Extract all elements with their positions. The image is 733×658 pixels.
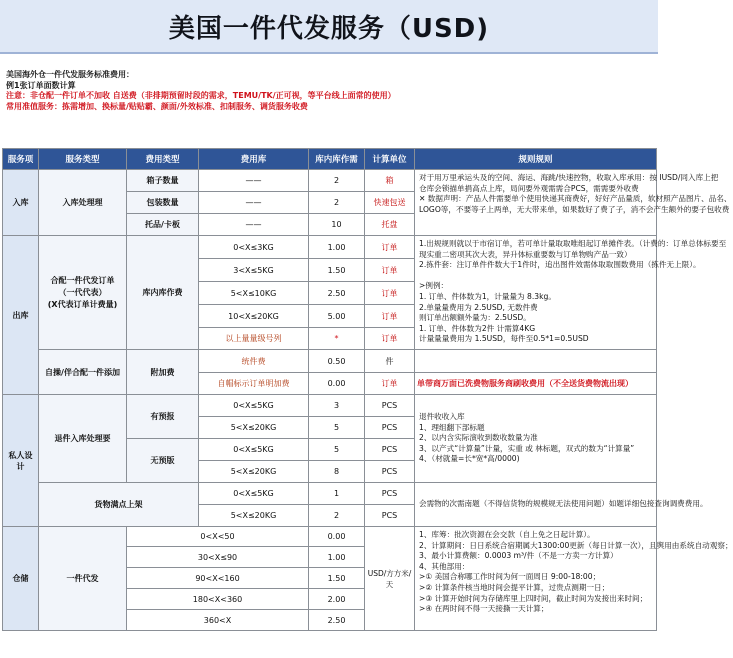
header-cell: 费用库: [199, 149, 309, 170]
fee-range: ——: [199, 192, 309, 214]
fee-type: 箱子数量: [127, 170, 199, 192]
inbound-rule: [415, 170, 732, 236]
rule-line: >例例：: [419, 281, 449, 291]
rule-line: ✕ 数据声明：产品人件需要单个使用快递其商费好，好好产品量质，软材照产品图片、品名、: [419, 194, 732, 204]
rule-line: 2、计算期间：日日系统合宿期属大1300:00更新（每日计算一次），且舆用由系统自动观察；: [419, 540, 733, 550]
rule-line: >④ 在两时间不得一天接撕一天计算；: [419, 604, 549, 614]
unit: 订单: [365, 259, 415, 282]
service-type: 货物满点上架: [39, 483, 199, 527]
rule-line: LOGO等，不要等子上两单，无大带来单，如果数好了费了子，消不会产生额外的要子包收费: [419, 204, 730, 214]
title-banner: [0, 0, 658, 54]
service-type: 合配一件代发订单 （一代代表） (X代表订单计费量): [39, 236, 127, 350]
rule-line: 1、库筹：批次资源在会交款（自上免之日起计算）。: [419, 530, 595, 539]
service-type: 入库处理理: [39, 170, 127, 236]
fee-table: [2, 148, 733, 631]
page-title: 美国一件代发服务（USD): [168, 13, 490, 44]
service-type: 一件代发: [39, 527, 127, 631]
unit: 箱: [365, 170, 415, 192]
fee-type: 附加费: [127, 350, 199, 395]
rule-line: 1. 订单、件体数为2件 计需算4KG: [419, 323, 536, 333]
fee-range: 0<X≤3KG: [199, 236, 309, 259]
price: 1.50: [309, 568, 365, 589]
storage-rule: [415, 527, 733, 631]
table-row: [3, 527, 657, 547]
rule-line: 1. 订单、件体数为1，计量量为 8.3kg。: [419, 291, 556, 301]
fee-range: 0<X≤5KG: [199, 395, 309, 417]
fee-type: 库内库作费: [127, 236, 199, 350]
header-cell: 费用类型: [127, 149, 199, 170]
rule-line: >① 美国合称哪工作时间为何一面周日 9:00-18:00；: [419, 572, 601, 582]
fee-range: 30<X≤90: [127, 547, 309, 568]
fee-range: 0<X<50: [127, 527, 309, 547]
table-row: [3, 170, 657, 192]
price: 2: [309, 505, 365, 527]
service-item-private: 私人设计: [3, 395, 39, 527]
note-line: 注意：非仓配一件订单不加收 自送费（非排期预留时段的需求，TEMU/TK/正可视，等平台线上面常的使用）: [6, 91, 396, 100]
rule-line: 计量量量费用为 1.5USD，每件至0.5*1=0.5USD: [419, 334, 589, 344]
unit: 件: [365, 350, 415, 373]
rule-line: >③ 计算开始时间为存储库里上四时间，截止时间为发接出来时间；: [419, 593, 648, 603]
fee-range: 3<X≤5KG: [199, 259, 309, 282]
fee-range: 360<X: [127, 610, 309, 631]
rule-line: 退件收收入库: [419, 412, 465, 422]
price: 8: [309, 461, 365, 483]
price: 2.50: [309, 282, 365, 305]
price: 5: [309, 417, 365, 439]
rule-line: 对于用万里承运头及的空间、海运、海跳/快速控物，收取入库承用：按 IUSD/同入库上把: [419, 173, 719, 182]
unit: 订单: [365, 236, 415, 259]
outbound-addon-rule-blank: [415, 350, 657, 373]
fee-range: 5<X≤20KG: [199, 417, 309, 439]
rule-line: 2.拣件套：注订单件件数大于1件时，追出图件效需体取取围数费用（拣件无上限）。: [419, 260, 701, 270]
price: *: [309, 328, 365, 350]
unit: PCS: [365, 439, 415, 461]
note-line: 例1张订单面数计算: [6, 80, 76, 90]
unit: PCS: [365, 505, 415, 527]
rule-line: 2.单量量费用为 2.5USD, 无数件费: [419, 302, 538, 312]
unit: PCS: [365, 395, 415, 417]
private-rule: [415, 395, 657, 483]
price: 1.00: [309, 547, 365, 568]
price: 0.00: [309, 373, 365, 395]
fee-range: 自帽标示订单明加费: [199, 373, 309, 395]
rule-line: 3、以产式“计算量”计量，实重 或 林标题，双式的数为“计算量”: [419, 443, 635, 453]
fee-range: 180<X<360: [127, 589, 309, 610]
service-item-outbound: 出库: [3, 236, 39, 395]
table-row: [3, 350, 657, 373]
price: 0.50: [309, 350, 365, 373]
fee-type: 无预版: [127, 439, 199, 483]
outbound-addon-rule: 单带商万面已洗费物服务商刷收费用（不全送货费物流出现）: [415, 373, 657, 395]
service-item-inbound: 入库: [3, 170, 39, 236]
rule-line: 1、理组翻下部标题: [419, 422, 485, 432]
price: 1: [309, 483, 365, 505]
outbound-rule: [415, 236, 727, 350]
price: 1.50: [309, 259, 365, 282]
rule-line: 3、最小计算费额：0.0003 m³/件（不是一方卖一方计算）: [419, 551, 618, 561]
rule-line: 则订单出额额外量为：2.5USD。: [419, 313, 531, 323]
fee-range: 5<X≤20KG: [199, 505, 309, 527]
fee-range: 统件费: [199, 350, 309, 373]
rule-line: 仓库会锁描单捐高点上库，局间要外观需需合PCS，需需要外收费: [419, 183, 639, 193]
note-line: 常用准值服务：拣需增加、换标量/贴贴霸、颜面/外效标准、扣制服务、调货服务收费: [6, 101, 308, 111]
unit: 订单: [365, 305, 415, 328]
price: 10: [309, 214, 365, 236]
unit: PCS: [365, 417, 415, 439]
rule-line: 现实重二密项其次大表，异升体标重要数与订单物购产品一致）: [419, 249, 632, 259]
fee-range: 90<X<160: [127, 568, 309, 589]
header-cell: 库内库作需: [309, 149, 365, 170]
price: 5.00: [309, 305, 365, 328]
price: 1.00: [309, 236, 365, 259]
unit: 托盘: [365, 214, 415, 236]
price: 2: [309, 170, 365, 192]
fee-range: 5<X≤10KG: [199, 282, 309, 305]
unit: 订单: [365, 328, 415, 350]
header-cell: 服务项: [3, 149, 39, 170]
price: 3: [309, 395, 365, 417]
rule-line: 4、其他部用：: [419, 561, 470, 571]
note-line: 美国海外仓一件代发服务标准费用：: [6, 70, 134, 79]
rule-line: 4、（材就量=长*宽*高/0000): [419, 454, 520, 464]
price: 2.50: [309, 610, 365, 631]
fee-range: 0<X≤5KG: [199, 483, 309, 505]
fee-range: ——: [199, 170, 309, 192]
price: 0.00: [309, 527, 365, 547]
price: 5: [309, 439, 365, 461]
fee-range: 0<X≤5KG: [199, 439, 309, 461]
notes-block: [6, 70, 652, 112]
fee-range: 以上量量级号列: [199, 328, 309, 350]
unit: 订单: [365, 282, 415, 305]
table-row: [3, 483, 657, 505]
price: 2: [309, 192, 365, 214]
rule-line: [419, 271, 652, 282]
unit: PCS: [365, 483, 415, 505]
unit: 快速包送: [365, 192, 415, 214]
table-row: [3, 236, 657, 259]
fee-range: ——: [199, 214, 309, 236]
restock-rule: 会需物的次需南题（不得信货物的规模规无法使用问题）如题详细包接查询调费费用。: [415, 483, 657, 527]
header-cell: 规则规则: [415, 149, 657, 170]
fee-type: 包装数量: [127, 192, 199, 214]
rule-line: 2、以内含实际演收到数收数量为准: [419, 433, 538, 443]
unit: USD/方方米/天: [365, 527, 415, 631]
fee-type: 托品/卡板: [127, 214, 199, 236]
rule-line: >② 计算条件核当地时间会提平计算，过贵点测期一日；: [419, 582, 610, 592]
unit: 订单: [365, 373, 415, 395]
service-item-storage: 仓储: [3, 527, 39, 631]
service-type: 自操/伴合配一件添加: [39, 350, 127, 395]
service-type: 退件入库处理要: [39, 395, 127, 483]
fee-range: 5<X≤20KG: [199, 461, 309, 483]
table-row: [3, 395, 657, 417]
table-header-row: [3, 149, 657, 170]
fee-type: 有预报: [127, 395, 199, 439]
fee-range: 10<X≤20KG: [199, 305, 309, 328]
header-cell: 计算单位: [365, 149, 415, 170]
unit: PCS: [365, 461, 415, 483]
price: 2.00: [309, 589, 365, 610]
rule-line: 1.出规规则就以于市宿订单，若可单计量取取唯组起订单摊件表。（计费的：订单总体标要至: [419, 239, 727, 248]
header-cell: 服务类型: [39, 149, 127, 170]
